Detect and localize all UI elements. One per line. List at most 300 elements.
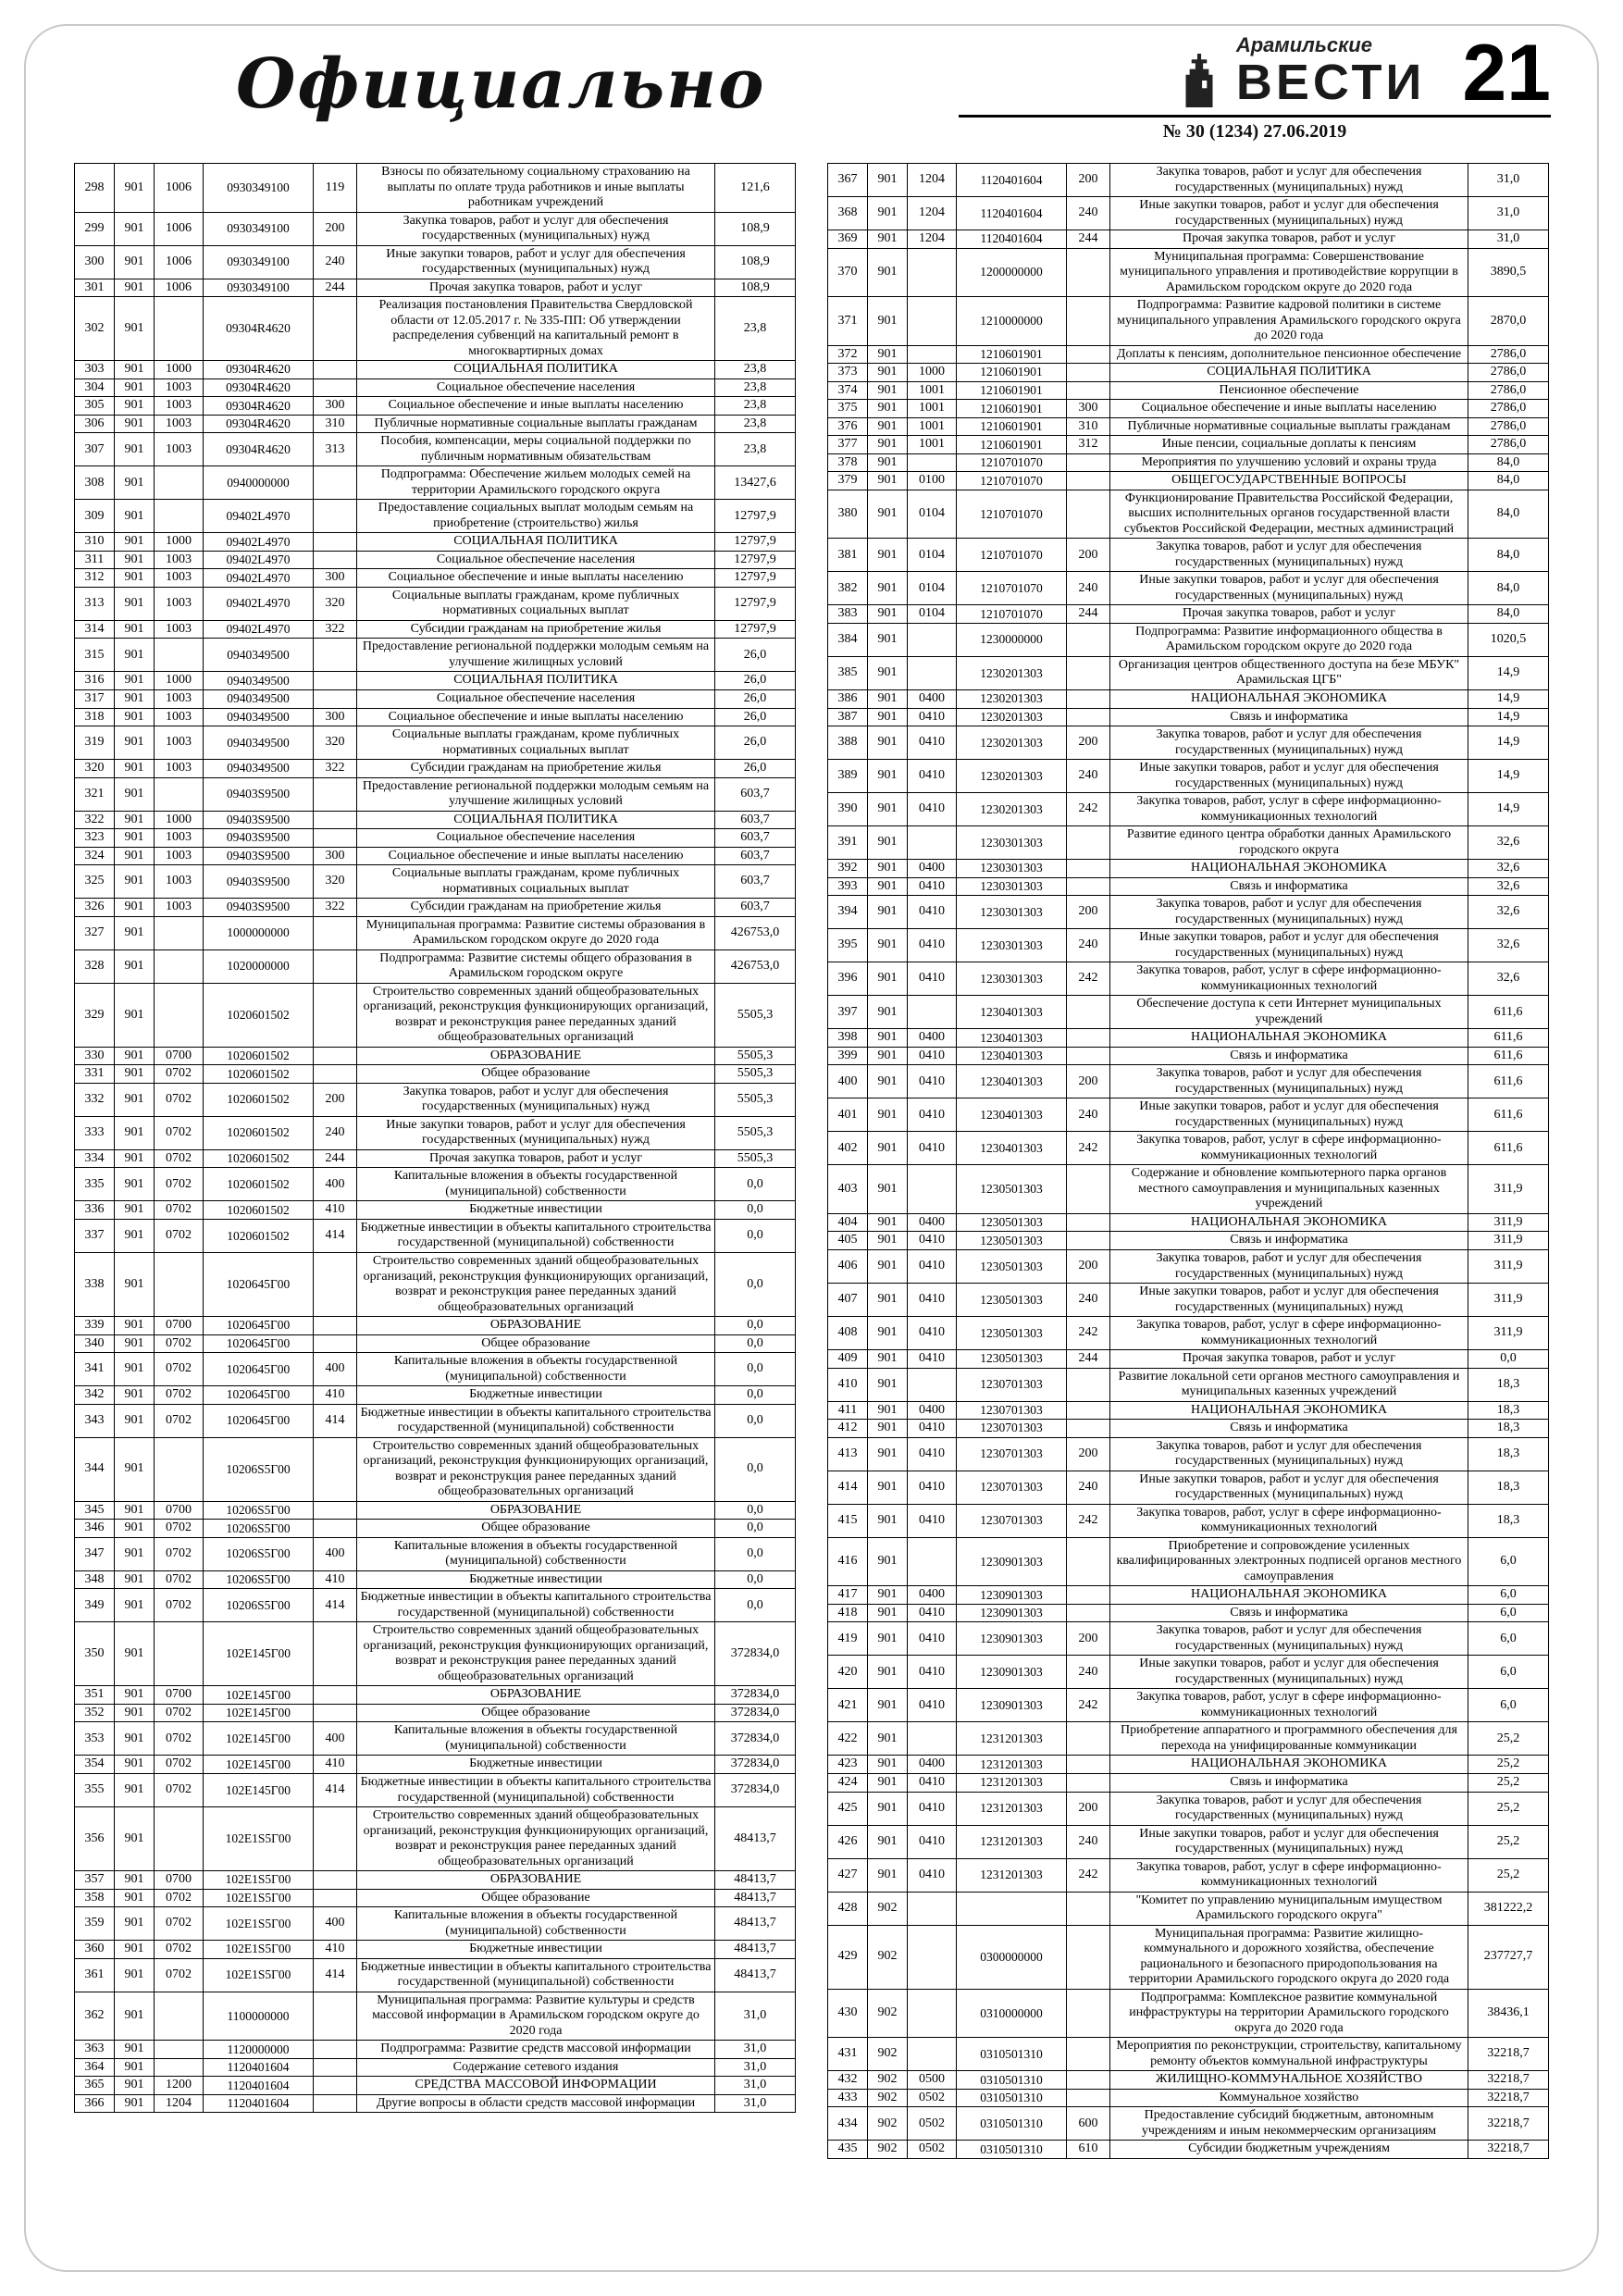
description-cell: Общее образование	[357, 1520, 715, 1538]
target-article-cell: 1230401303	[957, 1098, 1067, 1132]
target-article-cell: 1230401303	[957, 1029, 1067, 1048]
row-number-cell: 368	[828, 197, 868, 230]
target-article-cell: 09304R4620	[204, 433, 314, 466]
amount-cell: 5505,3	[715, 1047, 796, 1065]
amount-cell: 26,0	[715, 639, 796, 672]
target-article-cell: 0310501310	[957, 2038, 1067, 2071]
section-code-cell: 0400	[908, 1756, 957, 1774]
section-code-cell: 1001	[908, 400, 957, 418]
description-cell: Иные закупки товаров, работ и услуг для обеспечения государственных (муниципальных) нужд	[1110, 1471, 1468, 1504]
description-cell: Социальное обеспечение населения	[357, 551, 715, 569]
amount-cell: 611,6	[1468, 1029, 1549, 1048]
page-number: 21	[1462, 28, 1551, 118]
row-number-cell: 395	[828, 929, 868, 962]
table-row	[75, 672, 796, 690]
row-number-cell: 313	[75, 587, 115, 620]
grbs-code-cell: 901	[115, 949, 155, 983]
amount-cell: 84,0	[1468, 605, 1549, 624]
expense-type-cell: 410	[314, 1201, 357, 1220]
table-row	[828, 1471, 1549, 1504]
target-article-cell: 0930349100	[204, 164, 314, 213]
table-row	[75, 1317, 796, 1335]
description-cell: Иные закупки товаров, работ и услуг для обеспечения государственных (муниципальных) нужд	[1110, 197, 1468, 230]
target-article-cell: 1230701303	[957, 1368, 1067, 1401]
expense-type-cell	[1067, 1047, 1110, 1065]
section-code-cell	[908, 996, 957, 1029]
expense-type-cell	[314, 983, 357, 1047]
amount-cell: 12797,9	[715, 587, 796, 620]
description-cell: Бюджетные инвестиции в объекты капитального строительства государственной (муниципальной) собственности	[357, 1219, 715, 1252]
grbs-code-cell: 901	[115, 1686, 155, 1705]
table-row	[828, 793, 1549, 826]
description-cell: Обеспечение доступа к сети Интернет муниципальных учреждений	[1110, 996, 1468, 1029]
brand-names	[1235, 33, 1426, 110]
expense-type-cell: 322	[314, 760, 357, 778]
section-code-cell	[155, 949, 204, 983]
description-cell: Приобретение и сопровождение усиленных квалифицированных электронных подписей органов местного самоуправления	[1110, 1537, 1468, 1586]
grbs-code-cell: 901	[115, 1520, 155, 1538]
section-code-cell: 0410	[908, 1098, 957, 1132]
section-code-cell: 1204	[908, 230, 957, 249]
description-cell: Взносы по обязательному социальному страхованию на выплаты по оплате труда работников и иные выплаты работникам учреждений	[357, 164, 715, 213]
target-article-cell: 1020645Г00	[204, 1317, 314, 1335]
row-number-cell: 339	[75, 1317, 115, 1335]
row-number-cell: 388	[828, 726, 868, 760]
amount-cell: 32218,7	[1468, 2107, 1549, 2141]
amount-cell: 32,6	[1468, 929, 1549, 962]
section-code-cell: 1003	[155, 587, 204, 620]
expense-type-cell	[1067, 297, 1110, 346]
row-number-cell: 322	[75, 811, 115, 829]
row-number-cell: 370	[828, 248, 868, 297]
amount-cell: 31,0	[715, 2077, 796, 2095]
description-cell: СОЦИАЛЬНАЯ ПОЛИТИКА	[357, 811, 715, 829]
target-article-cell: 1230401303	[957, 1065, 1067, 1098]
target-article-cell: 1230201303	[957, 656, 1067, 689]
description-cell: Иные закупки товаров, работ и услуг для обеспечения государственных (муниципальных) нужд	[1110, 760, 1468, 793]
target-article-cell: 1000000000	[204, 916, 314, 949]
section-code-cell: 0702	[155, 1520, 204, 1538]
grbs-code-cell: 901	[868, 572, 908, 605]
expense-type-cell	[1067, 345, 1110, 364]
amount-cell: 0,0	[715, 1501, 796, 1520]
grbs-code-cell: 901	[115, 1201, 155, 1220]
row-number-cell: 428	[828, 1892, 868, 1925]
expense-type-cell	[1067, 472, 1110, 490]
grbs-code-cell: 901	[868, 1656, 908, 1689]
amount-cell: 32,6	[1468, 962, 1549, 996]
grbs-code-cell: 901	[868, 1284, 908, 1317]
amount-cell: 311,9	[1468, 1317, 1549, 1350]
section-code-cell: 0410	[908, 1420, 957, 1438]
section-code-cell: 0410	[908, 1284, 957, 1317]
grbs-code-cell: 901	[868, 726, 908, 760]
section-code-cell: 0410	[908, 1232, 957, 1250]
section-code-cell: 0410	[908, 1792, 957, 1825]
expense-type-cell: 414	[314, 1589, 357, 1622]
row-number-cell: 366	[75, 2094, 115, 2113]
row-number-cell: 381	[828, 539, 868, 572]
grbs-code-cell: 901	[115, 1871, 155, 1890]
grbs-code-cell: 901	[868, 826, 908, 860]
table-row	[828, 1098, 1549, 1132]
amount-cell: 603,7	[715, 829, 796, 848]
section-code-cell: 0702	[155, 1219, 204, 1252]
section-code-cell: 0702	[155, 1889, 204, 1907]
expense-type-cell: 414	[314, 1958, 357, 1992]
target-article-cell: 1020601502	[204, 1201, 314, 1220]
amount-cell: 108,9	[715, 212, 796, 245]
grbs-code-cell: 901	[115, 1353, 155, 1386]
description-cell: Предоставление социальных выплат молодым семьям на приобретение (строительство) жилья	[357, 500, 715, 533]
expense-type-cell	[1067, 1756, 1110, 1774]
description-cell: Бюджетные инвестиции в объекты капитального строительства государственной (муниципальной) собственности	[357, 1958, 715, 1992]
amount-cell: 311,9	[1468, 1250, 1549, 1284]
table-row	[75, 164, 796, 213]
row-number-cell: 325	[75, 865, 115, 899]
row-number-cell: 376	[828, 417, 868, 436]
description-cell: Подпрограмма: Развитие средств массовой информации	[357, 2041, 715, 2059]
description-cell: Подпрограмма: Развитие кадровой политики в системе муниципального управления Арамильского городского округа до 2020 года	[1110, 297, 1468, 346]
description-cell: Прочая закупка товаров, работ и услуг	[1110, 230, 1468, 249]
table-row	[75, 569, 796, 588]
table-row	[828, 197, 1549, 230]
expense-type-cell	[1067, 1604, 1110, 1622]
amount-cell: 6,0	[1468, 1689, 1549, 1722]
amount-cell: 32,6	[1468, 860, 1549, 878]
section-code-cell: 1003	[155, 760, 204, 778]
table-row	[75, 379, 796, 397]
table-row	[75, 1871, 796, 1890]
amount-cell: 611,6	[1468, 1047, 1549, 1065]
row-number-cell: 417	[828, 1586, 868, 1605]
target-article-cell: 102E1S5Г00	[204, 1941, 314, 1959]
expense-type-cell	[314, 1807, 357, 1871]
description-cell: Закупка товаров, работ, услуг в сфере информационно-коммуникационных технологий	[1110, 1317, 1468, 1350]
grbs-code-cell: 901	[115, 1992, 155, 2041]
expense-type-cell	[314, 1622, 357, 1686]
table-row	[828, 1756, 1549, 1774]
row-number-cell: 419	[828, 1622, 868, 1656]
row-number-cell: 337	[75, 1219, 115, 1252]
section-code-cell: 1006	[155, 245, 204, 279]
target-article-cell: 1230501303	[957, 1284, 1067, 1317]
description-cell: Бюджетные инвестиции в объекты капитального строительства государственной (муниципальной) собственности	[357, 1404, 715, 1437]
table-row	[828, 345, 1549, 364]
grbs-code-cell: 901	[868, 605, 908, 624]
table-row	[828, 1132, 1549, 1165]
table-row	[828, 605, 1549, 624]
grbs-code-cell: 901	[868, 1586, 908, 1605]
grbs-code-cell: 901	[115, 620, 155, 639]
amount-cell: 0,0	[715, 1537, 796, 1570]
grbs-code-cell: 902	[868, 2038, 908, 2071]
amount-cell: 84,0	[1468, 490, 1549, 539]
expense-type-cell: 240	[1067, 760, 1110, 793]
target-article-cell: 0930349100	[204, 279, 314, 297]
target-article-cell: 0940349500	[204, 672, 314, 690]
table-row	[75, 865, 796, 899]
description-cell: Прочая закупка товаров, работ и услуг	[357, 1149, 715, 1168]
section-code-cell: 0410	[908, 896, 957, 929]
target-article-cell: 1120401604	[204, 2077, 314, 2095]
section-code-cell	[155, 1622, 204, 1686]
target-article-cell: 1020601502	[204, 1149, 314, 1168]
grbs-code-cell: 901	[115, 726, 155, 760]
target-article-cell: 1020000000	[204, 949, 314, 983]
description-cell: Строительство современных зданий общеобразовательных организаций, реконструкция функционирующих организаций, возврат и реконструкция ранее переданных зданий общеобразовательных организаций	[357, 983, 715, 1047]
grbs-code-cell: 901	[868, 1368, 908, 1401]
row-number-cell: 363	[75, 2041, 115, 2059]
grbs-code-cell: 901	[115, 297, 155, 361]
target-article-cell: 09403S9500	[204, 899, 314, 917]
amount-cell: 2786,0	[1468, 345, 1549, 364]
target-article-cell: 1210701070	[957, 605, 1067, 624]
grbs-code-cell: 901	[115, 1589, 155, 1622]
amount-cell: 2786,0	[1468, 400, 1549, 418]
description-cell: Публичные нормативные социальные выплаты гражданам	[357, 415, 715, 433]
target-article-cell: 102E145Г00	[204, 1756, 314, 1774]
description-cell: Мероприятия по улучшению условий и охраны труда	[1110, 453, 1468, 472]
left-column	[74, 163, 796, 2113]
grbs-code-cell: 902	[868, 2089, 908, 2107]
grbs-code-cell: 901	[115, 2058, 155, 2077]
target-article-cell: 1230501303	[957, 1165, 1067, 1214]
target-article-cell: 0940349500	[204, 760, 314, 778]
section-code-cell: 0702	[155, 1386, 204, 1405]
target-article-cell: 1020645Г00	[204, 1353, 314, 1386]
section-code-cell: 0410	[908, 1350, 957, 1369]
table-row	[828, 1065, 1549, 1098]
section-code-cell	[908, 1989, 957, 2038]
amount-cell: 48413,7	[715, 1871, 796, 1890]
section-code-cell: 1003	[155, 415, 204, 433]
row-number-cell: 355	[75, 1773, 115, 1806]
amount-cell: 0,0	[715, 1168, 796, 1201]
amount-cell: 0,0	[715, 1219, 796, 1252]
row-number-cell: 420	[828, 1656, 868, 1689]
grbs-code-cell: 901	[868, 1232, 908, 1250]
target-article-cell: 1120401604	[204, 2058, 314, 2077]
description-cell: ОБРАЗОВАНИЕ	[357, 1871, 715, 1890]
grbs-code-cell: 901	[868, 1722, 908, 1756]
table-row	[828, 708, 1549, 726]
grbs-code-cell: 901	[868, 860, 908, 878]
target-article-cell: 102E145Г00	[204, 1686, 314, 1705]
description-cell: Содержание и обновление компьютерного парка органов местного самоуправления и муниципальных казенных учреждений	[1110, 1165, 1468, 1214]
amount-cell: 23,8	[715, 361, 796, 379]
table-row	[75, 1992, 796, 2041]
target-article-cell: 1210601901	[957, 381, 1067, 400]
table-row	[828, 896, 1549, 929]
row-number-cell: 341	[75, 1353, 115, 1386]
target-article-cell: 1231201303	[957, 1773, 1067, 1792]
target-article-cell: 1230301303	[957, 929, 1067, 962]
section-code-cell: 0410	[908, 1250, 957, 1284]
expense-type-cell	[1067, 623, 1110, 656]
target-article-cell: 1020601502	[204, 1116, 314, 1149]
target-article-cell: 0930349100	[204, 212, 314, 245]
expense-type-cell: 310	[314, 415, 357, 433]
grbs-code-cell: 901	[868, 345, 908, 364]
description-cell: Прочая закупка товаров, работ и услуг	[1110, 1350, 1468, 1369]
target-article-cell: 1020645Г00	[204, 1404, 314, 1437]
row-number-cell: 344	[75, 1437, 115, 1501]
target-article-cell: 10206S5Г00	[204, 1537, 314, 1570]
expense-type-cell	[1067, 656, 1110, 689]
row-number-cell: 327	[75, 916, 115, 949]
grbs-code-cell: 901	[115, 361, 155, 379]
expense-type-cell	[314, 1065, 357, 1084]
grbs-code-cell: 901	[868, 793, 908, 826]
expense-type-cell	[1067, 826, 1110, 860]
table-row	[828, 2071, 1549, 2090]
description-cell: Закупка товаров, работ и услуг для обеспечения государственных (муниципальных) нужд	[1110, 1792, 1468, 1825]
expense-type-cell	[1067, 490, 1110, 539]
row-number-cell: 334	[75, 1149, 115, 1168]
target-article-cell: 1230201303	[957, 793, 1067, 826]
description-cell: Субсидии гражданам на приобретение жилья	[357, 620, 715, 639]
table-row	[828, 1586, 1549, 1605]
grbs-code-cell: 901	[115, 1501, 155, 1520]
amount-cell: 3890,5	[1468, 248, 1549, 297]
grbs-code-cell: 901	[115, 708, 155, 726]
row-number-cell: 351	[75, 1686, 115, 1705]
row-number-cell: 329	[75, 983, 115, 1047]
grbs-code-cell: 901	[115, 415, 155, 433]
row-number-cell: 425	[828, 1792, 868, 1825]
grbs-code-cell: 901	[115, 2041, 155, 2059]
row-number-cell: 331	[75, 1065, 115, 1084]
description-cell: Капитальные вложения в объекты государственной (муниципальной) собственности	[357, 1907, 715, 1941]
description-cell: Социальное обеспечение и иные выплаты населению	[1110, 400, 1468, 418]
table-row	[828, 1989, 1549, 2038]
section-code-cell: 0410	[908, 1065, 957, 1098]
amount-cell: 12797,9	[715, 569, 796, 588]
table-row	[828, 1773, 1549, 1792]
section-code-cell: 1000	[155, 361, 204, 379]
amount-cell: 25,2	[1468, 1858, 1549, 1892]
section-code-cell	[908, 1892, 957, 1925]
table-row	[75, 1083, 796, 1116]
target-article-cell: 1230901303	[957, 1656, 1067, 1689]
grbs-code-cell: 901	[115, 1907, 155, 1941]
amount-cell: 237727,7	[1468, 1925, 1549, 1989]
table-row	[75, 415, 796, 433]
target-article-cell: 09402L4970	[204, 587, 314, 620]
amount-cell: 6,0	[1468, 1656, 1549, 1689]
table-row	[75, 1537, 796, 1570]
expense-type-cell: 300	[1067, 400, 1110, 418]
target-article-cell: 0300000000	[957, 1925, 1067, 1989]
expense-type-cell	[1067, 364, 1110, 382]
amount-cell: 25,2	[1468, 1773, 1549, 1792]
section-code-cell: 1003	[155, 708, 204, 726]
grbs-code-cell: 901	[868, 877, 908, 896]
expense-type-cell: 119	[314, 164, 357, 213]
table-row	[828, 689, 1549, 708]
target-article-cell: 1230901303	[957, 1537, 1067, 1586]
row-number-cell: 354	[75, 1756, 115, 1774]
target-article-cell: 1120401604	[957, 197, 1067, 230]
description-cell: Закупка товаров, работ, услуг в сфере информационно-коммуникационных технологий	[1110, 962, 1468, 996]
section-code-cell: 0702	[155, 1116, 204, 1149]
section-code-cell: 0104	[908, 605, 957, 624]
grbs-code-cell: 902	[868, 1925, 908, 1989]
row-number-cell: 400	[828, 1065, 868, 1098]
description-cell: СОЦИАЛЬНАЯ ПОЛИТИКА	[357, 361, 715, 379]
table-row	[75, 1889, 796, 1907]
table-row	[828, 1213, 1549, 1232]
description-cell: Муниципальная программа: Развитие системы образования в Арамильском городском округе до 2020 года	[357, 916, 715, 949]
grbs-code-cell: 901	[868, 929, 908, 962]
grbs-code-cell: 901	[115, 397, 155, 416]
newspaper-brand	[959, 28, 1551, 143]
row-number-cell: 333	[75, 1116, 115, 1149]
row-number-cell: 307	[75, 433, 115, 466]
grbs-code-cell: 901	[868, 472, 908, 490]
description-cell: Бюджетные инвестиции	[357, 1756, 715, 1774]
section-code-cell: 0410	[908, 1622, 957, 1656]
row-number-cell: 372	[828, 345, 868, 364]
row-number-cell: 349	[75, 1589, 115, 1622]
description-cell: Развитие единого центра обработки данных Арамильского городского округа	[1110, 826, 1468, 860]
row-number-cell: 403	[828, 1165, 868, 1214]
expense-type-cell	[314, 672, 357, 690]
grbs-code-cell: 901	[115, 1889, 155, 1907]
grbs-code-cell: 901	[868, 1756, 908, 1774]
description-cell: Субсидии гражданам на приобретение жилья	[357, 760, 715, 778]
table-row	[828, 996, 1549, 1029]
row-number-cell: 353	[75, 1722, 115, 1756]
row-number-cell: 346	[75, 1520, 115, 1538]
row-number-cell: 367	[828, 164, 868, 197]
table-row	[75, 1047, 796, 1065]
description-cell: Иные закупки товаров, работ и услуг для обеспечения государственных (муниципальных) нужд	[1110, 929, 1468, 962]
table-row	[75, 1353, 796, 1386]
table-row	[75, 500, 796, 533]
expense-type-cell	[314, 639, 357, 672]
section-code-cell	[155, 1437, 204, 1501]
description-cell: НАЦИОНАЛЬНАЯ ЭКОНОМИКА	[1110, 1213, 1468, 1232]
section-code-cell: 1200	[155, 2077, 204, 2095]
target-article-cell: 102E1S5Г00	[204, 1889, 314, 1907]
expense-type-cell: 600	[1067, 2107, 1110, 2141]
description-cell: НАЦИОНАЛЬНАЯ ЭКОНОМИКА	[1110, 1401, 1468, 1420]
row-number-cell: 424	[828, 1773, 868, 1792]
target-article-cell: 1231201303	[957, 1858, 1067, 1892]
row-number-cell: 357	[75, 1871, 115, 1890]
expense-type-cell	[1067, 2089, 1110, 2107]
section-code-cell: 0702	[155, 1149, 204, 1168]
grbs-code-cell: 901	[115, 1958, 155, 1992]
table-row	[828, 656, 1549, 689]
grbs-code-cell: 901	[868, 1065, 908, 1098]
expense-type-cell	[314, 1047, 357, 1065]
description-cell: Закупка товаров, работ и услуг для обеспечения государственных (муниципальных) нужд	[357, 212, 715, 245]
description-cell: Закупка товаров, работ, услуг в сфере информационно-коммуникационных технологий	[1110, 793, 1468, 826]
section-code-cell: 0410	[908, 1689, 957, 1722]
grbs-code-cell: 901	[868, 1471, 908, 1504]
description-cell: Закупка товаров, работ, услуг в сфере информационно-коммуникационных технологий	[1110, 1132, 1468, 1165]
expense-type-cell	[1067, 1165, 1110, 1214]
grbs-code-cell: 901	[115, 899, 155, 917]
row-number-cell: 306	[75, 415, 115, 433]
row-number-cell: 406	[828, 1250, 868, 1284]
row-number-cell: 414	[828, 1471, 868, 1504]
expense-type-cell: 200	[1067, 164, 1110, 197]
grbs-code-cell: 901	[115, 279, 155, 297]
